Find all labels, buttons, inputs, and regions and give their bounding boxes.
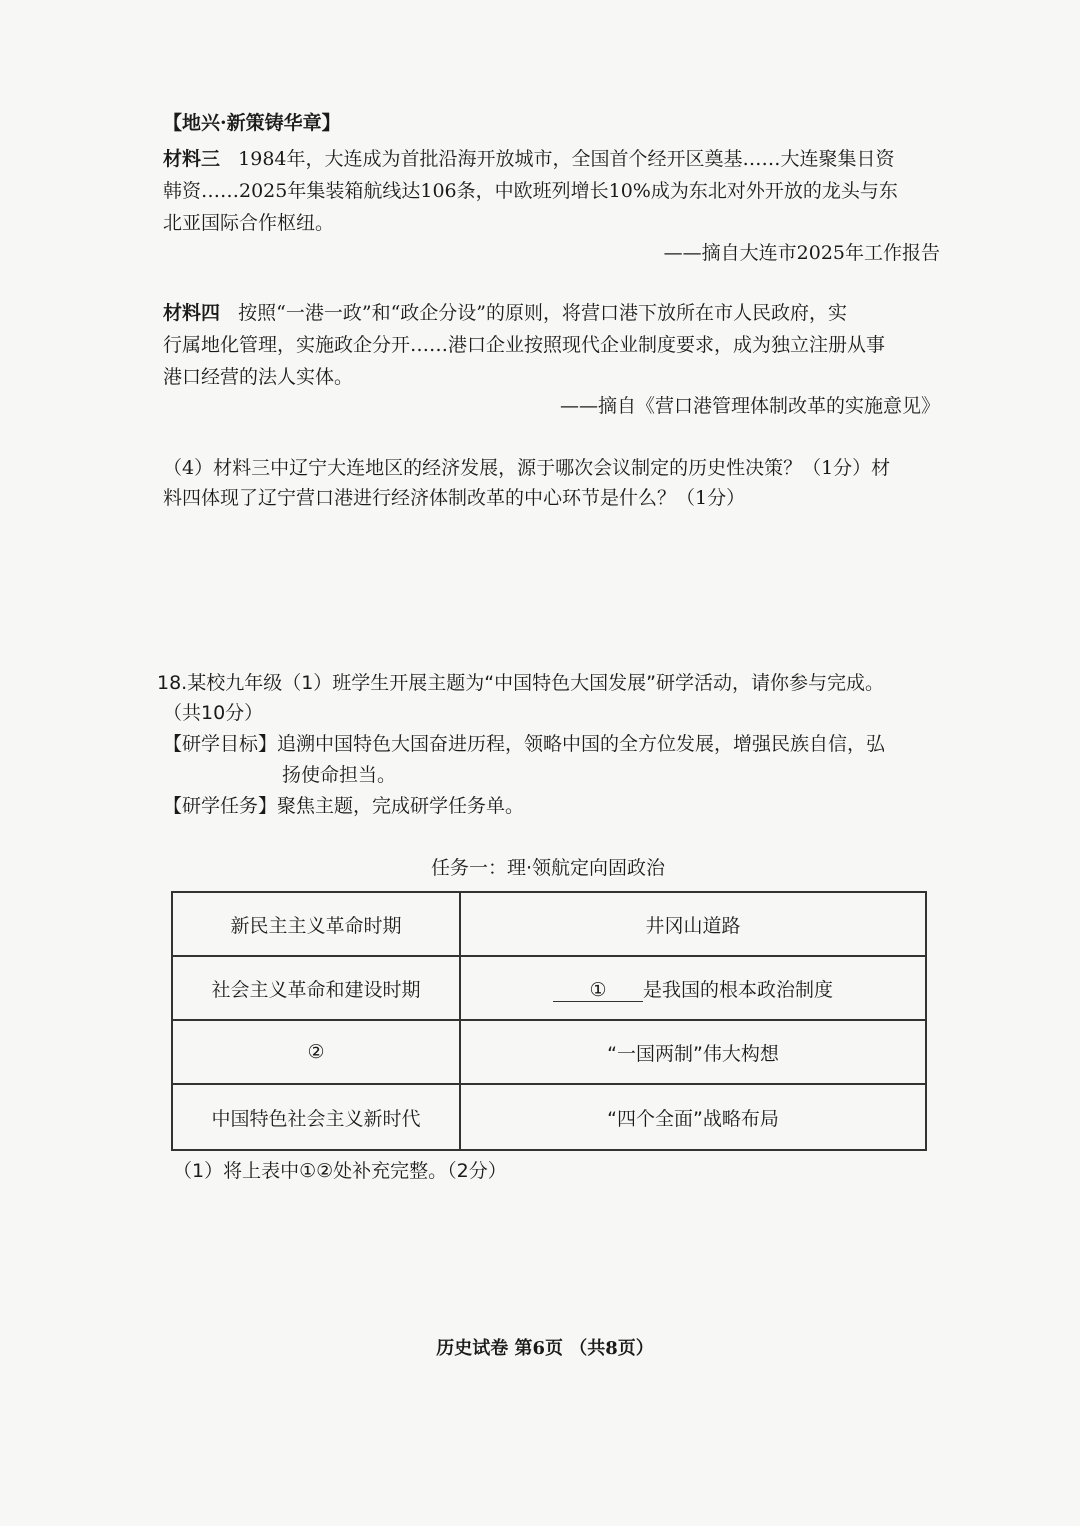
table-row (172, 892, 926, 956)
blank-1[interactable]: ① (553, 979, 643, 1002)
material3-line2: 韩资……2025年集装箱航线达106条，中欧班列增长10%成为东北对外开放的龙头与东 (163, 180, 898, 202)
content-text: 是我国的根本政治制度 (642, 978, 833, 1001)
period-blank-2[interactable]: ② (172, 1020, 460, 1084)
question4-line2: 料四体现了辽宁营口港进行经济体制改革的中心环节是什么？（1分） (163, 487, 746, 509)
research-task-label: 【研学任务】 (163, 795, 278, 817)
material4-label: 材料四 (163, 302, 221, 324)
material4-text-1: 按照“一港一政”和“政企分设”的原则，将营口港下放所在市人民政府，实 (238, 302, 847, 324)
material4-line2: 行属地化管理，实施政企分开……港口企业按照现代企业制度要求，成为独立注册从事 (163, 334, 886, 356)
task-table-title: 任务一：理·领航定向固政治 (430, 857, 666, 879)
task-table (171, 891, 927, 1151)
content-cell: “四个全面”战略布局 (460, 1084, 926, 1150)
material3-label: 材料三 (163, 148, 221, 170)
table-row (172, 1020, 926, 1084)
research-goal-text: 追溯中国特色大国奋进历程，领略中国的全方位发展，增强民族自信，弘 (277, 733, 886, 755)
page-footer: 历史试卷 第6页 （共8页） (436, 1338, 654, 1359)
material3-source: ——摘自大连市2025年工作报告 (663, 242, 940, 264)
material3-text-1: 1984年，大连成为首批沿海开放城市，全国首个经开区奠基……大连聚集日资 (238, 148, 895, 170)
research-task-text: 聚焦主题，完成研学任务单。 (277, 795, 525, 817)
content-cell: 井冈山道路 (460, 892, 926, 956)
research-goal-line2: 扬使命担当。 (282, 764, 397, 786)
question18-line1: 18.某校九年级（1）班学生开展主题为“中国特色大国发展”研学活动，请你参与完成。 (157, 672, 884, 694)
sub-question-1: （1）将上表中①②处补充完整。（2分） (173, 1160, 507, 1182)
question4-line1: （4）材料三中辽宁大连地区的经济发展，源于哪次会议制定的历史性决策？（1分）材 (163, 457, 891, 479)
material3-line1 (163, 146, 943, 172)
material4-source: ——摘自《营口港管理体制改革的实施意见》 (559, 395, 940, 417)
content-cell: “一国两制”伟大构想 (460, 1020, 926, 1084)
research-task (163, 793, 943, 819)
research-goal (163, 731, 943, 757)
period-cell: 社会主义革命和建设时期 (172, 956, 460, 1020)
material3-line3: 北亚国际合作枢纽。 (163, 212, 335, 234)
period-cell: 新民主主义革命时期 (172, 892, 460, 956)
table-row (172, 1084, 926, 1150)
material4-line1 (163, 300, 943, 326)
material4-line3: 港口经营的法人实体。 (163, 366, 354, 388)
question18-line2: （共10分） (163, 702, 264, 724)
research-goal-label: 【研学目标】 (163, 733, 278, 755)
table-row (172, 956, 926, 1020)
section-heading: 【地兴·新策铸华章】 (163, 112, 341, 134)
period-cell: 中国特色社会主义新时代 (172, 1084, 460, 1150)
content-cell (460, 956, 926, 1020)
